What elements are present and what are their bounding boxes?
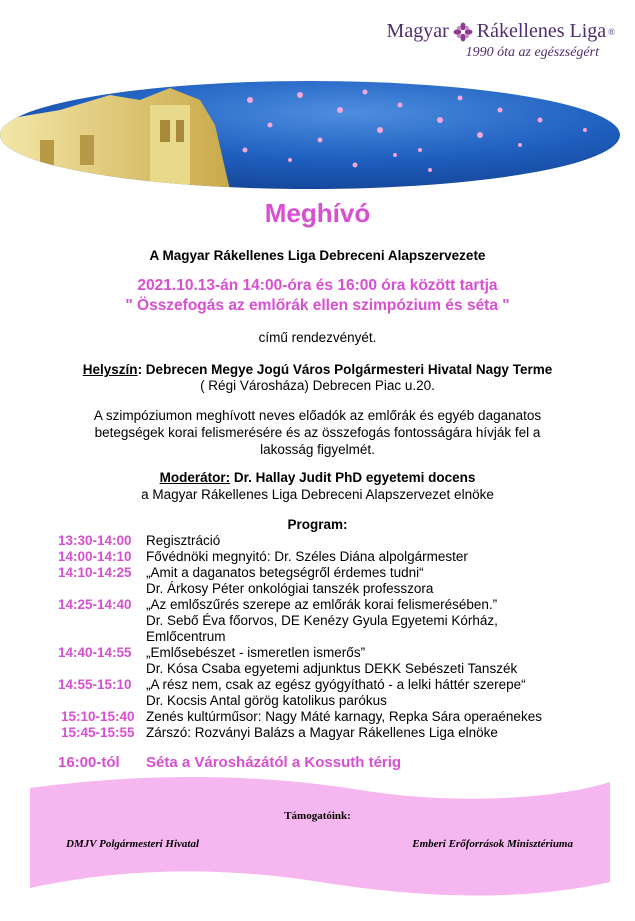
schedule-row: [58, 565, 618, 597]
description: A szimpóziumon meghívott neves előadók az emlőrák és egyéb daganatos betegségek korai felismerésére és az összefogás fontosságára hívják fel a lakosság figyelmét.: [93, 408, 542, 457]
event-name-line: " Összefogás az emlőrák ellen szimpózium és séta ": [125, 297, 510, 314]
schedule-row: [58, 709, 618, 725]
moderator-role: a Magyar Rákellenes Liga Debreceni Alapszervezet elnöke: [141, 487, 494, 502]
schedule-text: Dr. Sebő Éva főorvos, DE Kenézy Gyula Egyetemi Kórház,: [146, 613, 498, 628]
schedule-time: 15:45-15:55: [61, 725, 135, 740]
organizer-line: A Magyar Rákellenes Liga Debreceni Alapszervezete: [149, 248, 486, 263]
liga-logo: [387, 20, 615, 61]
schedule-text: „Amit a daganatos betegségről érdemes tudni“: [146, 565, 424, 580]
supporter-left: DMJV Polgármesteri Hivatal: [66, 838, 200, 850]
schedule-row: [58, 549, 618, 565]
schedule-time: 15:10-15:40: [61, 709, 135, 724]
schedule-text: Emlőcentrum: [146, 629, 226, 644]
schedule-text: Dr. Kocsis Antal görög katolikus parókus: [146, 693, 387, 708]
supporters-heading: Támogatóink:: [284, 810, 351, 822]
schedule-text: Zárszó: Rozványi Balázs a Magyar Rákellenes Liga elnöke: [146, 725, 498, 740]
moderator-name: Dr. Hallay Judit PhD egyetemi docens: [230, 470, 476, 485]
schedule-text: „Az emlőszűrés szerepe az emlőrák korai felismerésében.”: [146, 597, 498, 612]
venue-address: ( Régi Városháza) Debrecen Piac u.20.: [200, 378, 435, 393]
moderator-line: [0, 470, 635, 485]
registered-mark: ®: [608, 26, 615, 37]
venue-label: Helyszín: [82, 362, 138, 377]
schedule-row: [58, 645, 618, 677]
schedule-time: 14:00-14:10: [58, 549, 132, 564]
schedule-text: „Emlősebészet - ismeretlen ismerős”: [146, 645, 366, 660]
schedule-row: [58, 597, 618, 645]
schedule-time: 14:25-14:40: [58, 597, 132, 612]
schedule-text: Zenés kultúrműsor: Nagy Máté karnagy, Repka Sára operaénekes: [146, 709, 542, 724]
final-time: 16:00-tól: [58, 754, 120, 771]
schedule-text: Dr. Kósa Csaba egyetemi adjunktus DEKK Sebészeti Tanszék: [146, 661, 518, 676]
schedule-row: [58, 677, 618, 709]
program-heading: Program:: [287, 517, 348, 532]
schedule-row: [58, 533, 618, 549]
hero-photo: [0, 80, 635, 190]
schedule-time: 14:40-14:55: [58, 645, 132, 660]
venue-line: [0, 362, 635, 377]
logo-name-left: Magyar: [386, 20, 449, 42]
flower-icon: [453, 22, 473, 42]
schedule-text: „A rész nem, csak az egész gyógyítható - a lelki háttér szerepe“: [146, 677, 526, 692]
supporter-right: Emberi Erőforrások Minisztériuma: [412, 838, 573, 850]
schedule-time: 14:55-15:10: [58, 677, 132, 692]
schedule-row: [58, 725, 618, 741]
schedule-text: Fővédnöki megnyitó: Dr. Széles Diána alpolgármester: [146, 549, 468, 564]
schedule-time: 14:10-14:25: [58, 565, 132, 580]
final-text: Séta a Városházától a Kossuth térig: [146, 754, 402, 771]
logo-name-right: Rákellenes Liga: [476, 20, 607, 42]
schedule-text: Dr. Árkosy Péter onkológiai tanszék professzora: [146, 581, 434, 596]
schedule-text: Regisztráció: [146, 533, 221, 548]
event-date-line: 2021.10.13-án 14:00-óra és 16:00 óra között tartja: [137, 277, 498, 294]
final-item: [58, 754, 401, 771]
venue-name: : Debrecen Megye Jogú Város Polgármesteri Hivatal Nagy Terme: [137, 362, 553, 377]
schedule-time: 13:30-14:00: [58, 533, 132, 548]
moderator-label: Moderátor:: [159, 470, 231, 485]
logo-tagline: 1990 óta az egészségért: [465, 45, 599, 60]
event-suffix: című rendezvényét.: [258, 330, 377, 345]
logo-wordmark: [387, 20, 615, 43]
page-title: Meghívó: [264, 198, 371, 228]
schedule: [58, 533, 618, 741]
